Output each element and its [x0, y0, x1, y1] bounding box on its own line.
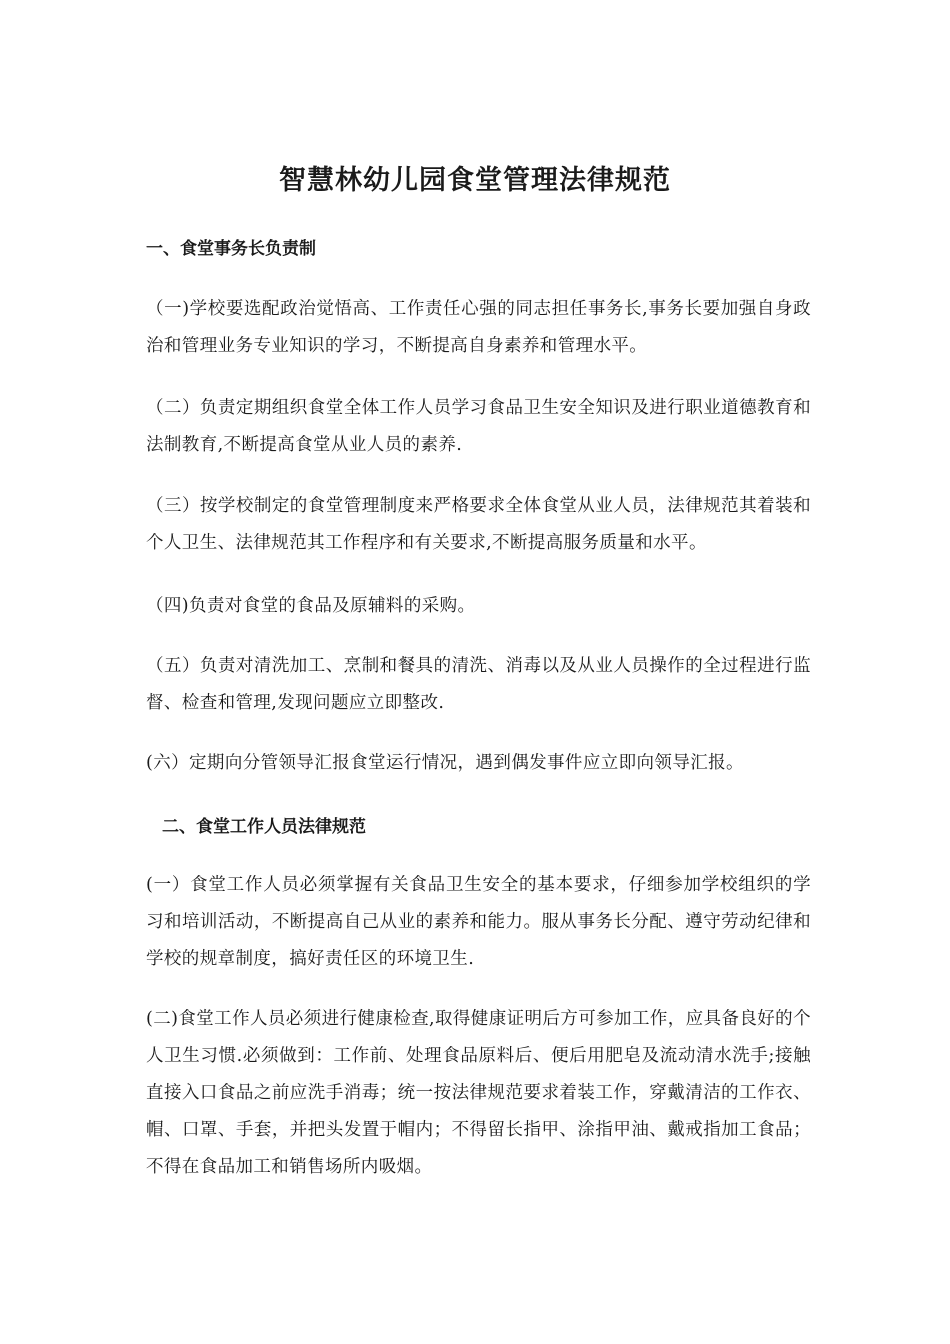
paragraph-1-2: （二）负责定期组织食堂全体工作人员学习食品卫生安全知识及进行职业道德教育和法制教育,不断提高食堂从业人员的素养.	[146, 398, 811, 455]
paragraph-2-1: (一）食堂工作人员必须掌握有关食品卫生安全的基本要求，仔细参加学校组织的学习和培训活动，不断提高自己从业的素养和能力。服从事务长分配、遵守劳动纪律和学校的规章制度，搞好责任区的环境卫生.	[146, 875, 811, 969]
section-heading-1: 一、食堂事务长负责制	[146, 239, 316, 259]
paragraph-1-4: （四)负责对食堂的食品及原辅料的采购。	[146, 596, 476, 616]
paragraph-1-1: （一)学校要选配政治觉悟高、工作责任心强的同志担任事务长,事务长要加强自身政治和管理业务专业知识的学习，不断提高自身素养和管理水平。	[146, 299, 811, 356]
paragraph-1-6: (六）定期向分管领导汇报食堂运行情况，遇到偶发事件应立即向领导汇报。	[146, 753, 744, 773]
paragraph-1-5: （五）负责对清洗加工、烹制和餐具的清洗、消毒以及从业人员操作的全过程进行监督、检查和管理,发现问题应立即整改.	[146, 656, 811, 713]
paragraph-1-3: （三）按学校制定的食堂管理制度来严格要求全体食堂从业人员，法律规范其着装和个人卫生、法律规范其工作程序和有关要求,不断提高服务质量和水平。	[146, 496, 811, 553]
document-title: 智慧林幼儿园食堂管理法律规范	[279, 165, 671, 196]
paragraph-2-2: (二)食堂工作人员必须进行健康检查,取得健康证明后方可参加工作，应具备良好的个人卫生习惯.必须做到：工作前、处理食品原料后、便后用肥皂及流动清水洗手;接触直接入口食品之前应洗手消毒；统一按法律规范要求着装工作，穿戴清洁的工作衣、帽、口罩、手套，并把头发置于帽内；不得留长指甲、涂指甲油、戴戒指加工食品；不得在食品加工和销售场所内吸烟。	[146, 1009, 811, 1177]
section-heading-2: 二、食堂工作人员法律规范	[162, 817, 366, 837]
